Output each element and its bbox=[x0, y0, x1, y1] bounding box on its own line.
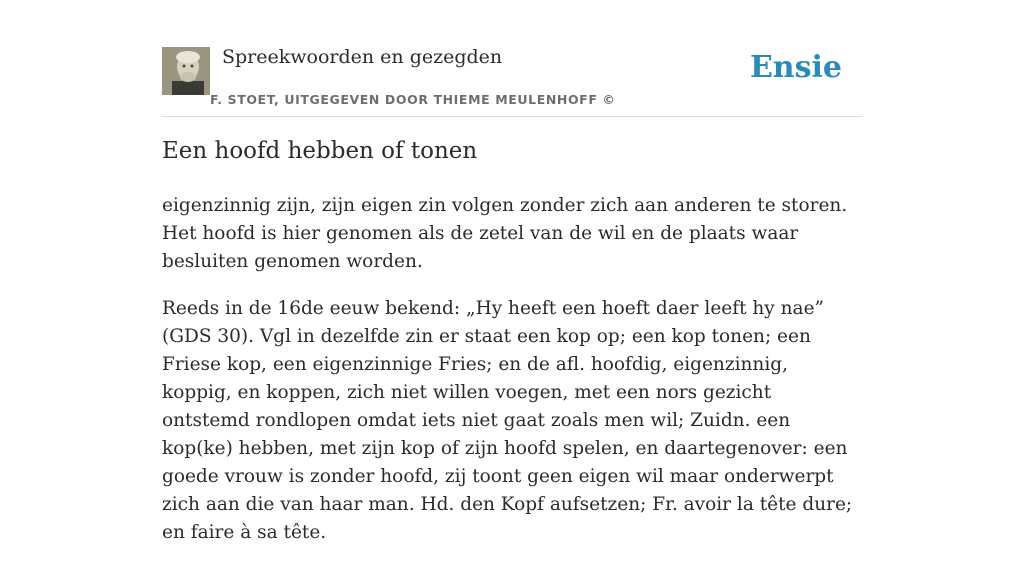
entry-title: Een hoofd hebben of tonen bbox=[162, 138, 478, 164]
book-publisher-meta: F. STOET, UITGEGEVEN DOOR THIEME MEULENHOFF © bbox=[210, 92, 616, 107]
entry-content bbox=[162, 192, 862, 566]
entry-paragraph-explanation: Reeds in de 16de eeuw bekend: „Hy heeft een hoeft daer leeft hy nae” (GDS 30). Vgl in dezelfde zin er staat een kop op; een kop tonen; een Friese kop, een eigenzinnige Fries; en de afl. hoofdig, eigenzinnig, koppig, en koppen, zich niet willen voegen, met een nors gezicht ontstemd rondlopen omdat iets niet gaat zoals men wil; Zuidn. een kop(ke) hebben, met zijn kop of zijn hoofd spelen, en daartegenover: een goede vrouw is zonder hoofd, zij toont geen eigen wil maar onderwerpt zich aan die van haar man. Hd. den Kopf aufsetzen; Fr. avoir la tête dure; en faire à sa tête. bbox=[162, 298, 853, 543]
header bbox=[162, 40, 862, 117]
entry-paragraph-definition: eigenzinnig zijn, zijn eigen zin volgen zonder zich aan anderen te storen. Het hoofd is hier genomen als de zetel van de wil en de plaats waar besluiten genomen worden. bbox=[162, 195, 848, 272]
author-portrait-icon bbox=[162, 47, 210, 95]
author-avatar[interactable] bbox=[162, 47, 210, 95]
book-title[interactable]: Spreekwoorden en gezegden bbox=[222, 46, 503, 68]
brand-logo-link[interactable]: Ensie bbox=[749, 50, 842, 85]
